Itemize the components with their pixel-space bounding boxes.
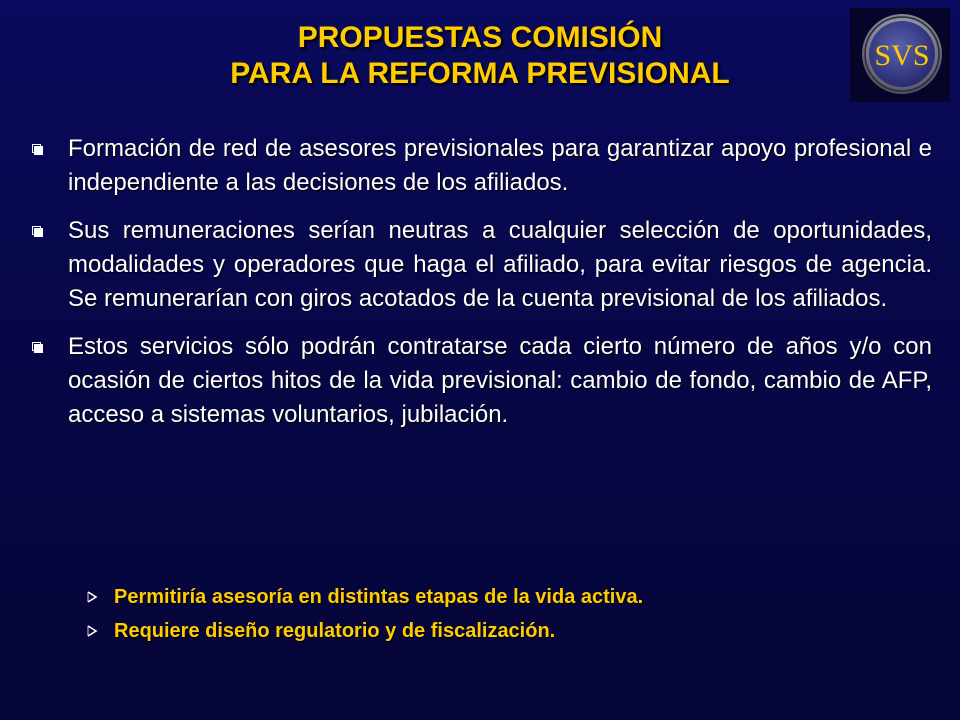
bullet-text: Formación de red de asesores previsionales para garantizar apoyo profesional e independiente a las decisiones de los afiliados.: [68, 135, 932, 196]
sub-bullet-item: [82, 614, 902, 648]
title-line-2: PARA LA REFORMA PREVISIONAL: [230, 57, 730, 90]
logo-text: SVS: [874, 39, 930, 72]
square-bullet-icon: [32, 342, 41, 351]
bullet-text: Sus remuneraciones serían neutras a cualquier selección de oportunidades, modalidades y operadores que haga el afiliado, para evitar riesgos de agencia. Se remunerarían con giros acotados de la cuenta previsional de los afiliados.: [68, 217, 932, 312]
bullet-text: Estos servicios sólo podrán contratarse cada cierto número de años y/o con ocasión de ciertos hitos de la vida previsional: cambio de fondo, cambio de AFP, acceso a sistemas voluntarios, jubilación.: [68, 333, 932, 428]
svs-logo-icon: [850, 8, 950, 102]
square-bullet-icon: [32, 144, 41, 153]
bullet-item: [32, 214, 932, 316]
sub-bullet-item: [82, 580, 902, 614]
arrow-bullet-icon: [86, 625, 98, 637]
sub-bullet-list: [82, 580, 902, 648]
arrow-bullet-icon: [86, 591, 98, 603]
bullet-list: [32, 132, 932, 446]
title-line-1: PROPUESTAS COMISIÓN: [297, 21, 663, 54]
slide-title: [120, 20, 840, 92]
sub-bullet-text: Requiere diseño regulatorio y de fiscalización.: [114, 620, 556, 642]
sub-bullet-text: Permitiría asesoría en distintas etapas de la vida activa.: [114, 586, 644, 608]
square-bullet-icon: [32, 226, 41, 235]
svs-logo: [850, 8, 950, 102]
bullet-item: [32, 132, 932, 200]
bullet-item: [32, 330, 932, 432]
